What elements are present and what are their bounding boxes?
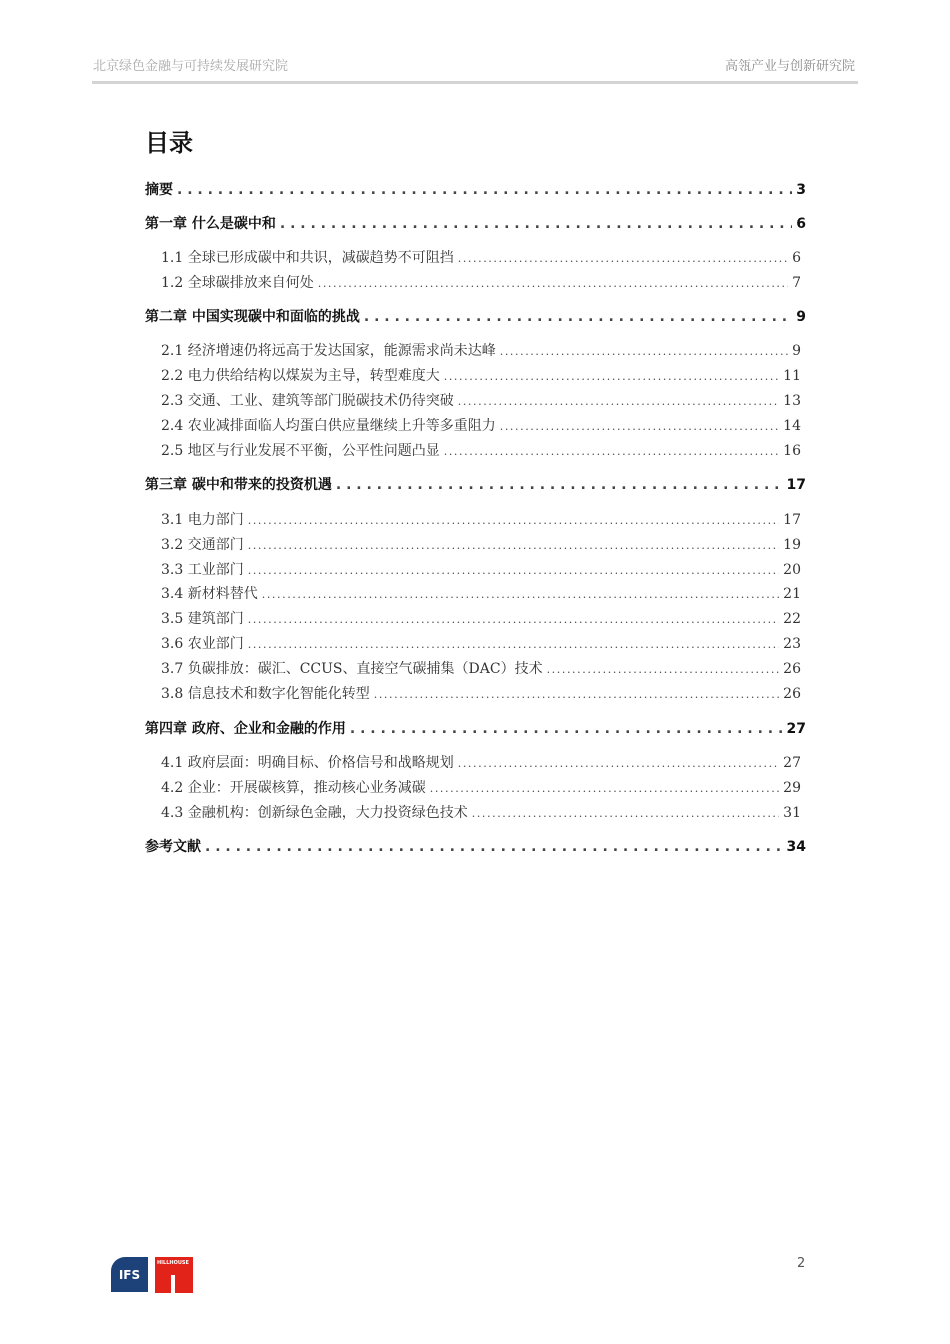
toc-dot-leader [336, 477, 783, 493]
toc-entry-2-4[interactable] [161, 415, 801, 435]
ifs-logo: IFS [111, 1257, 148, 1292]
page-number: 2 [797, 1256, 806, 1271]
toc-entry-chapter-3[interactable] [145, 474, 806, 494]
toc-entry-2-3[interactable] [161, 390, 801, 410]
toc-dot-leader [444, 445, 779, 458]
toc-entry-label: 2.3 交通、工业、建筑等部门脱碳技术仍待突破 [161, 393, 454, 409]
hillhouse-logo [155, 1257, 193, 1293]
toc-entry-label: 4.1 政府层面：明确目标、价格信号和战略规划 [161, 755, 454, 771]
toc-entry-3-6[interactable] [161, 633, 801, 653]
toc-dot-leader [458, 395, 779, 408]
toc-title: 目录 [145, 129, 193, 157]
toc-entry-label: 2.5 地区与行业发展不平衡，公平性问题凸显 [161, 443, 440, 459]
toc-dot-leader [444, 370, 779, 383]
toc-entry-page: 29 [783, 780, 801, 796]
toc-entry-page: 7 [792, 275, 801, 291]
toc-entry-label: 3.5 建筑部门 [161, 611, 244, 627]
toc-entry-label: 2.4 农业减排面临人均蛋白供应量继续上升等多重阻力 [161, 418, 496, 434]
toc-entry-4-3[interactable] [161, 802, 801, 822]
hillhouse-logo-text: HILLHOUSE [157, 1260, 189, 1266]
toc-entry-4-1[interactable] [161, 752, 801, 772]
toc-entry-page: 9 [796, 309, 806, 325]
hillhouse-logo-bar [171, 1275, 175, 1293]
toc-entry-label: 1.1 全球已形成碳中和共识，减碳趋势不可阻挡 [161, 250, 454, 266]
toc-entry-page: 16 [783, 443, 801, 459]
toc-entry-3-7[interactable] [161, 658, 801, 678]
toc-dot-leader [248, 638, 779, 651]
toc-entry-chapter-4[interactable] [145, 718, 806, 738]
toc-entry-page: 11 [783, 368, 801, 384]
toc-entry-label: 参考文献 [145, 839, 201, 855]
toc-entry-3-3[interactable] [161, 559, 801, 579]
toc-dot-leader [458, 252, 788, 265]
toc-entry-label: 2.1 经济增速仍将远高于发达国家，能源需求尚未达峰 [161, 343, 496, 359]
toc-entry-3-5[interactable] [161, 608, 801, 628]
toc-entry-label: 3.6 农业部门 [161, 636, 244, 652]
toc-entry-3-8[interactable] [161, 683, 801, 703]
toc-entry-label: 3.8 信息技术和数字化智能化转型 [161, 686, 370, 702]
toc-entry-page: 26 [783, 686, 801, 702]
toc-dot-leader [248, 514, 779, 527]
toc-entry-1-1[interactable] [161, 247, 801, 267]
toc-entry-page: 34 [786, 839, 806, 855]
header-divider [92, 81, 858, 84]
toc-entry-label: 3.2 交通部门 [161, 537, 244, 553]
toc-entry-2-1[interactable] [161, 340, 801, 360]
toc-entry-label: 3.3 工业部门 [161, 562, 244, 578]
toc-entry-label: 2.2 电力供给结构以煤炭为主导，转型难度大 [161, 368, 440, 384]
toc-entry-references[interactable] [145, 836, 806, 856]
toc-dot-leader [248, 539, 779, 552]
toc-entry-label: 摘要 [145, 182, 173, 198]
toc-entry-page: 27 [783, 755, 801, 771]
toc-entry-page: 6 [796, 216, 806, 232]
toc-entry-label: 3.1 电力部门 [161, 512, 244, 528]
toc-entry-label: 第三章 碳中和带来的投资机遇 [145, 477, 332, 493]
toc-entry-abstract[interactable] [145, 179, 806, 199]
toc-entry-2-2[interactable] [161, 365, 801, 385]
toc-entry-label: 第一章 什么是碳中和 [145, 216, 276, 232]
toc-entry-page: 9 [792, 343, 801, 359]
toc-dot-leader [430, 782, 779, 795]
toc-entry-page: 22 [783, 611, 801, 627]
toc-entry-page: 20 [783, 562, 801, 578]
header-right-institute: 高瓴产业与创新研究院 [724, 59, 855, 74]
toc-entry-page: 14 [783, 418, 801, 434]
toc-entry-label: 第四章 政府、企业和金融的作用 [145, 721, 346, 737]
toc-dot-leader [262, 588, 779, 601]
toc-dot-leader [364, 309, 792, 325]
toc-entry-3-2[interactable] [161, 534, 801, 554]
toc-dot-leader [248, 613, 779, 626]
toc-entry-page: 6 [792, 250, 801, 266]
toc-dot-leader [280, 216, 792, 232]
toc-dot-leader [500, 345, 788, 358]
toc-entry-page: 26 [783, 661, 801, 677]
toc-entry-label: 3.7 负碳排放：碳汇、CCUS、直接空气碳捕集（DAC）技术 [161, 661, 543, 677]
toc-dot-leader [500, 420, 779, 433]
toc-dot-leader [472, 807, 779, 820]
toc-entry-page: 19 [783, 537, 801, 553]
toc-entry-label: 4.2 企业：开展碳核算，推动核心业务减碳 [161, 780, 426, 796]
toc-entry-3-4[interactable] [161, 583, 801, 603]
toc-dot-leader [177, 182, 792, 198]
toc-entry-label: 4.3 金融机构：创新绿色金融，大力投资绿色技术 [161, 805, 468, 821]
toc-dot-leader [374, 688, 779, 701]
header-left-institute: 北京绿色金融与可持续发展研究院 [93, 59, 289, 74]
toc-entry-chapter-1[interactable] [145, 213, 806, 233]
toc-entry-1-2[interactable] [161, 272, 801, 292]
toc-entry-page: 17 [783, 512, 801, 528]
toc-entry-page: 13 [783, 393, 801, 409]
toc-entry-chapter-2[interactable] [145, 306, 806, 326]
toc-entry-2-5[interactable] [161, 440, 801, 460]
toc-dot-leader [350, 721, 783, 737]
toc-dot-leader [547, 663, 780, 676]
toc-dot-leader [248, 564, 779, 577]
toc-entry-page: 3 [796, 182, 806, 198]
toc-dot-leader [318, 277, 788, 290]
toc-entry-label: 1.2 全球碳排放来自何处 [161, 275, 314, 291]
toc-entry-page: 23 [783, 636, 801, 652]
toc-entry-label: 第二章 中国实现碳中和面临的挑战 [145, 309, 360, 325]
toc-entry-3-1[interactable] [161, 509, 801, 529]
toc-dot-leader [458, 757, 779, 770]
toc-entry-page: 17 [786, 477, 806, 493]
toc-dot-leader [205, 839, 783, 855]
toc-entry-page: 31 [783, 805, 801, 821]
toc-entry-page: 21 [783, 586, 801, 602]
toc-entry-4-2[interactable] [161, 777, 801, 797]
toc-entry-page: 27 [786, 721, 806, 737]
toc-entry-label: 3.4 新材料替代 [161, 586, 258, 602]
